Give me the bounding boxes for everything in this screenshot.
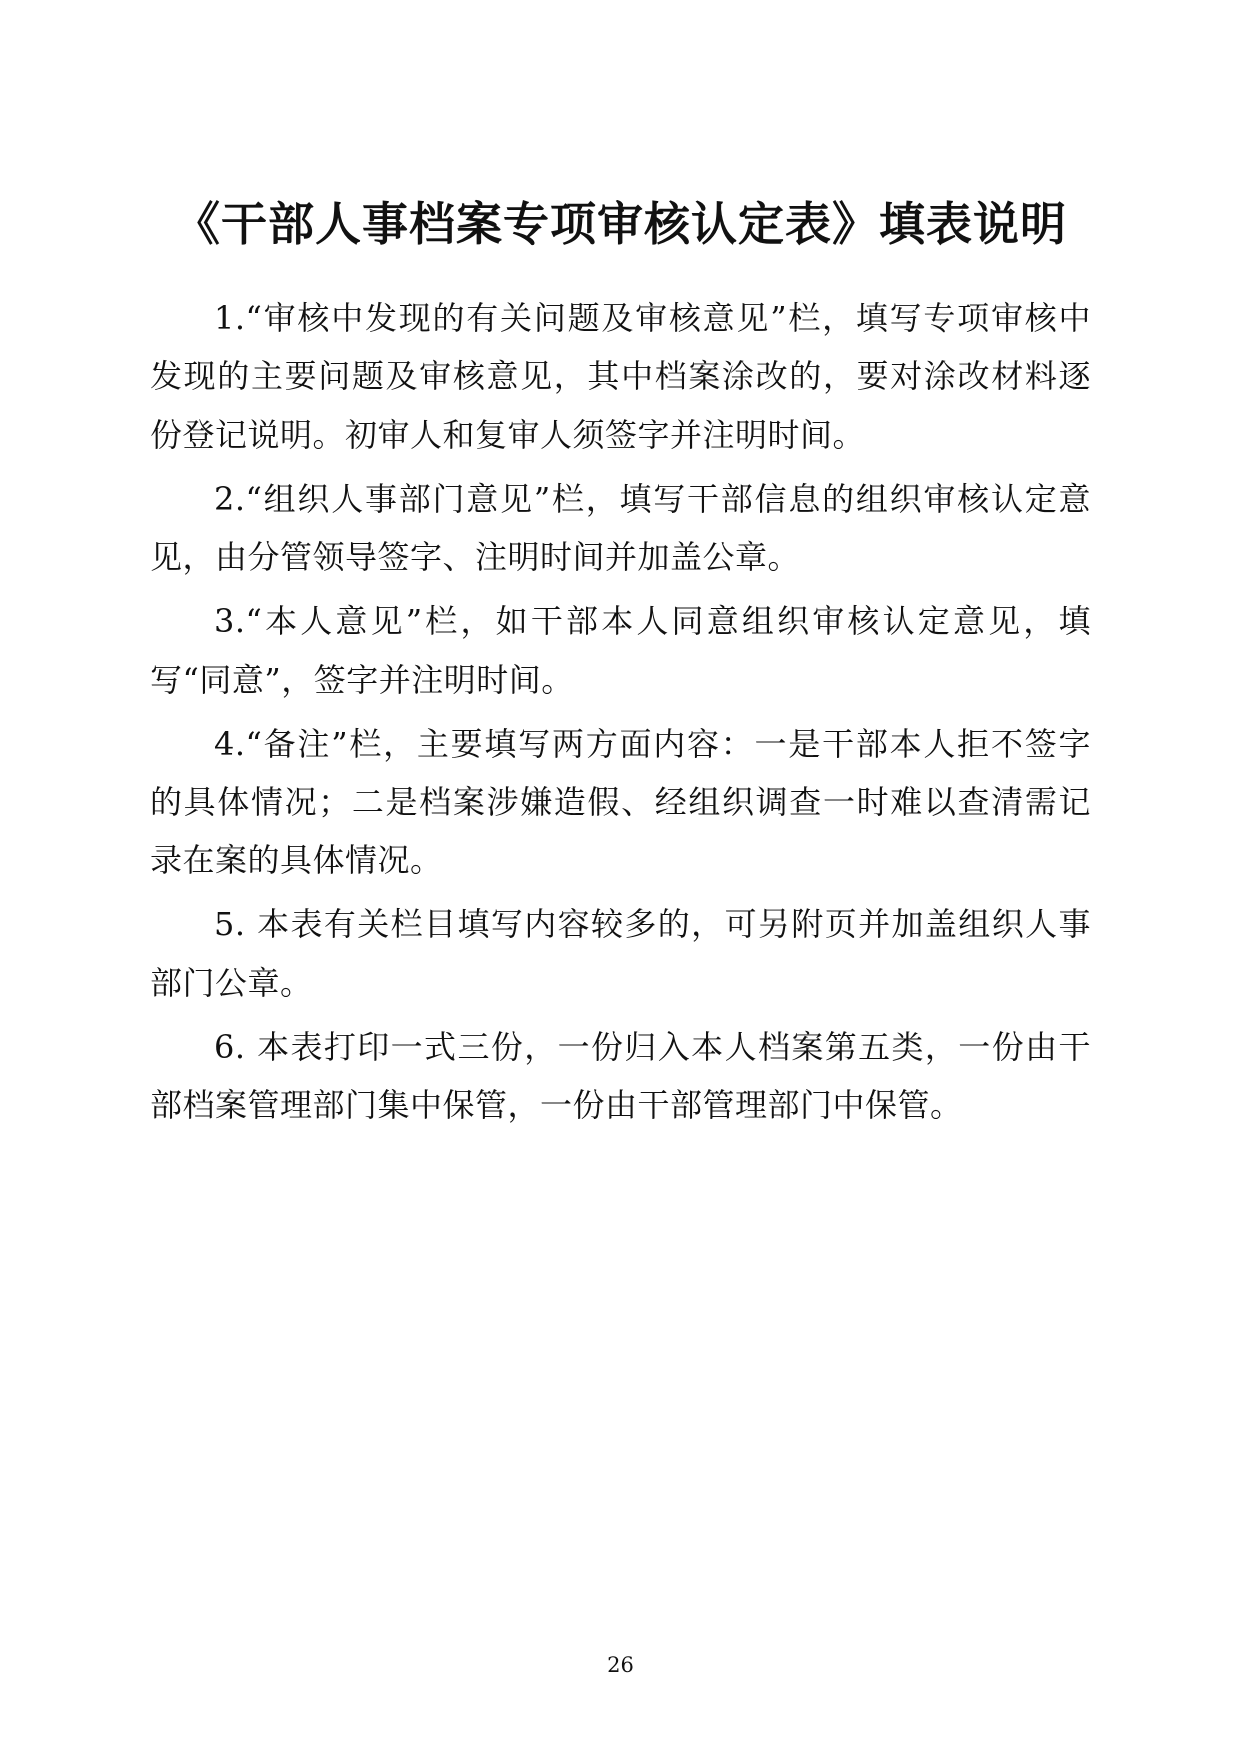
paragraph-5: 5. 本表有关栏目填写内容较多的，可另附页并加盖组织人事部门公章。 bbox=[150, 905, 1091, 1002]
paragraph-2: 2.“组织人事部门意见”栏，填写干部信息的组织审核认定意见，由分管领导签字、注明时间并加盖公章。 bbox=[150, 479, 1091, 577]
paragraph-6: 6. 本表打印一式三份，一份归入本人档案第五类，一份由干部档案管理部门集中保管，一份由干部管理部门中保管。 bbox=[150, 1027, 1091, 1125]
page-title: 《干部人事档案专项审核认定表》填表说明 bbox=[174, 197, 1067, 251]
paragraph-4: 4.“备注”栏，主要填写两方面内容：一是干部本人拒不签字的具体情况；二是档案涉嫌造假、经组织调查一时难以查清需记录在案的具体情况。 bbox=[150, 724, 1091, 880]
paragraph-1: 1.“审核中发现的有关问题及审核意见”栏，填写专项审核中发现的主要问题及审核意见，其中档案涂改的，要对涂改材料逐份登记说明。初审人和复审人须签字并注明时间。 bbox=[150, 299, 1091, 454]
paragraph-3: 3.“本人意见”栏，如干部本人同意组织审核认定意见，填写“同意”，签字并注明时间。 bbox=[150, 602, 1091, 699]
page-number: 26 bbox=[607, 1653, 634, 1677]
